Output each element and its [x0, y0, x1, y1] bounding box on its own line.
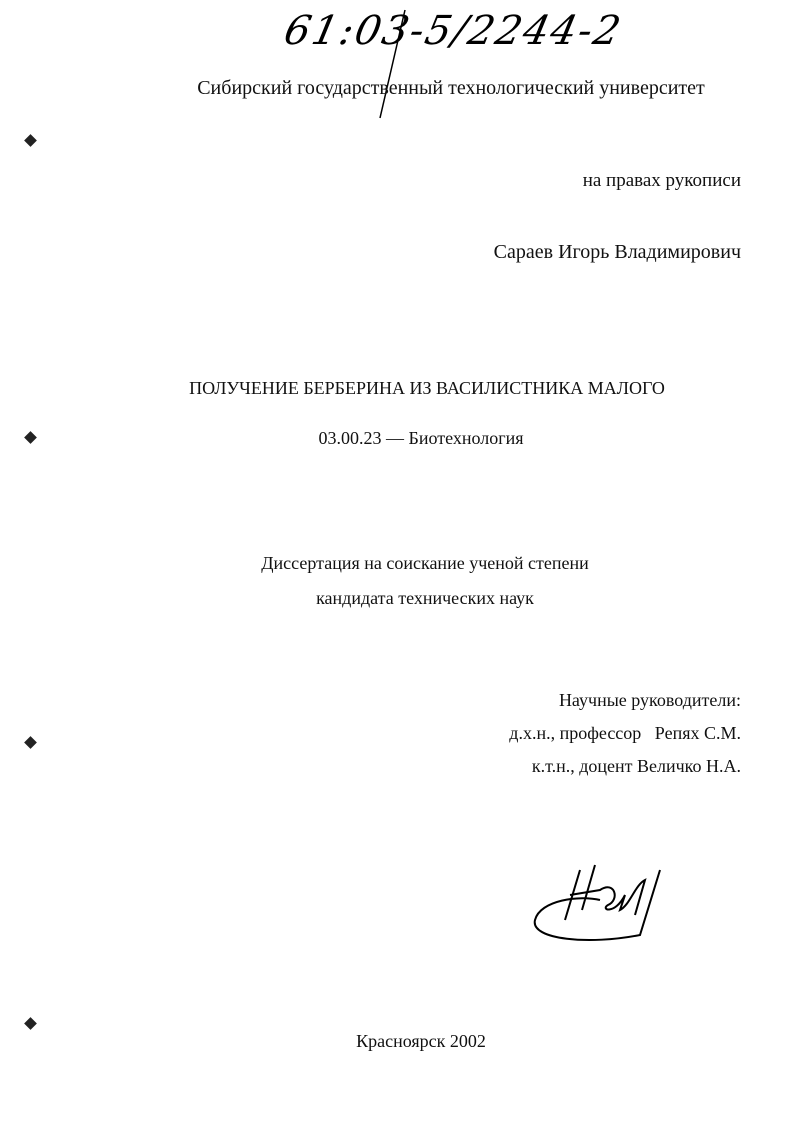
dissertation-title: ПОЛУЧЕНИЕ БЕРБЕРИНА ИЗ ВАСИЛИСТНИКА МАЛОГО: [189, 378, 665, 398]
signature: [520, 850, 720, 950]
supervisors-heading: Научные руководители:: [558, 690, 741, 710]
binding-mark: [24, 431, 37, 444]
city-year: Красноярск 2002: [356, 1031, 486, 1051]
binding-mark: [24, 134, 37, 147]
specialty: 03.00.23 — Биотехнология: [318, 428, 524, 448]
manuscript-note: на правах рукописи: [582, 170, 741, 191]
author-name: Сараев Игорь Владимирович: [493, 241, 741, 263]
handwritten-slash: [0, 0, 800, 120]
degree-line-2: кандидата технических наук: [316, 588, 534, 608]
binding-mark: [24, 1017, 37, 1030]
supervisor-1: д.х.н., профессор Репях С.М.: [509, 723, 741, 743]
handwritten-archive-code: 61:03-5/2244-2: [280, 8, 627, 54]
degree-line-1: Диссертация на соискание ученой степени: [261, 553, 589, 573]
university-name: Сибирский государственный технологический университет: [197, 77, 705, 99]
supervisor-2: к.т.н., доцент Величко Н.А.: [531, 756, 741, 776]
binding-mark: [24, 736, 37, 749]
